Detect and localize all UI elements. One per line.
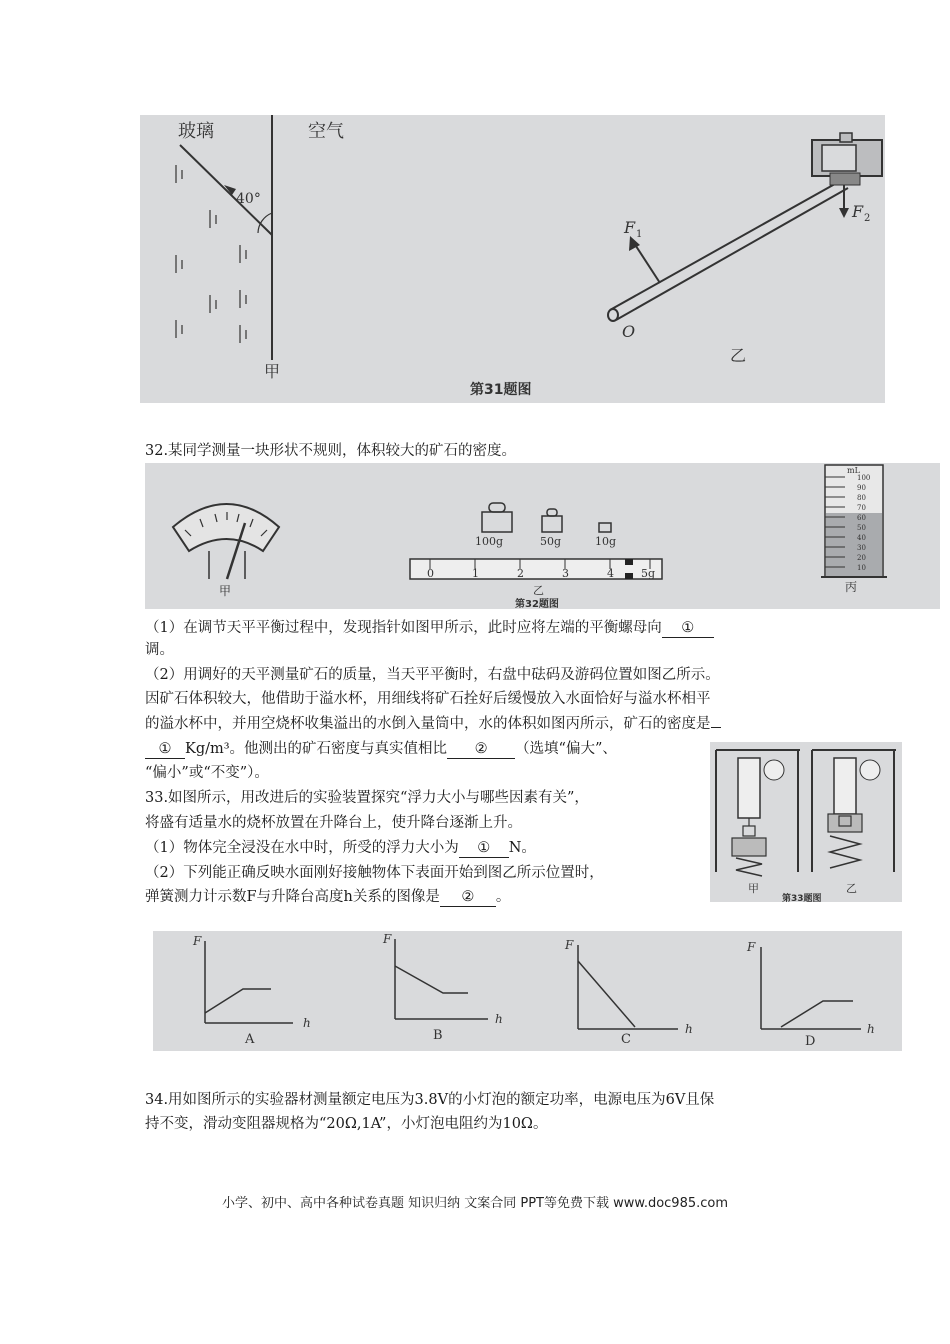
- graph-a: [192, 934, 311, 1047]
- q33-part1-text: （1）物体完全浸没在水中时，所受的浮力大小为: [145, 840, 459, 856]
- graph-b: [382, 932, 503, 1043]
- graph-b-y: F: [383, 932, 392, 946]
- cyl-tick-10: 10: [857, 564, 866, 572]
- q33-part2-end: 。: [495, 889, 511, 905]
- ruler-1: 1: [472, 567, 479, 580]
- ruler-3: 3: [562, 567, 569, 580]
- cyl-tick-30: 30: [857, 544, 866, 552]
- q32-part2-line3: [145, 713, 721, 735]
- q32-part2-line2: 因矿石体积较大，他借助于溢水杯，用细线将矿石拴好后缓慢放入水面恰好与溢水杯相平: [145, 691, 711, 707]
- yi-label: 乙: [730, 346, 747, 365]
- F2-label: F: [852, 202, 864, 221]
- weight-100g: 100g: [475, 535, 504, 548]
- jia-label: 甲: [748, 882, 759, 895]
- q33-graph-blank: ②: [440, 888, 496, 907]
- jia-label: 甲: [219, 584, 232, 598]
- yi-label: 乙: [533, 584, 544, 597]
- q33-line2: 将盛有适量水的烧杯放置在升降台上，使升降台逐渐上升。: [145, 815, 522, 831]
- graph-d-y: F: [747, 940, 756, 954]
- q32-blank-lead: [711, 727, 721, 728]
- F2-subscript: 2: [864, 213, 871, 224]
- jia-label: 甲: [264, 362, 281, 381]
- cyl-tick-90: 90: [857, 484, 866, 492]
- weight-10g: 10g: [595, 535, 617, 548]
- figure-31-caption: 第31题图: [470, 382, 532, 398]
- ruler-4: 4: [607, 567, 614, 580]
- graphs-drawing: [153, 931, 902, 1051]
- q33-part2-text: 弹簧测力计示数F与升降台高度h关系的图像是: [145, 889, 440, 905]
- q34-line1: 34.用如图所示的实验器材测量额定电压为3.8V的小灯泡的额定功率，电源电压为6V且保: [145, 1092, 715, 1108]
- graph-b-x: h: [495, 1012, 503, 1026]
- graph-d-letter: D: [805, 1034, 816, 1049]
- ruler-2: 2: [517, 567, 524, 580]
- q32-part1-text: （1）在调节天平平衡过程中，发现指针如图甲所示，此时应将左端的平衡螺母向: [145, 620, 662, 636]
- O-label: O: [622, 322, 636, 341]
- figure-31: [140, 115, 885, 403]
- q32-part2-line4: [145, 738, 617, 760]
- q32-density-unit: Kg/m³。他测出的矿石密度与真实值相比: [185, 741, 448, 757]
- glass-label: 玻璃: [178, 121, 214, 142]
- q33-buoyancy-blank: ①: [459, 839, 509, 858]
- graphs-figure: [153, 931, 902, 1051]
- F1-label: F: [624, 218, 636, 237]
- q33-part2-line2: [145, 886, 510, 908]
- footer: 小学、初中、高中各种试卷真题 知识归纳 文案合同 PPT等免费下载 www.doc985.com: [221, 1196, 729, 1211]
- ruler-0: 0: [427, 567, 434, 580]
- bing-label: 丙: [845, 580, 858, 594]
- q32-part1-blank: ①: [662, 619, 714, 638]
- angle-label: 40°: [236, 191, 261, 207]
- weight-50g: 50g: [540, 535, 562, 548]
- graph-d: [746, 940, 875, 1049]
- cyl-tick-70: 70: [857, 504, 866, 512]
- figure-32: [145, 463, 940, 609]
- q32-part2-text: 的溢水杯中，并用空烧杯收集溢出的水倒入量筒中，水的体积如图丙所示，矿石的密度是: [145, 716, 711, 732]
- graph-a-letter: A: [245, 1032, 255, 1047]
- cylinder-unit: mL: [847, 466, 860, 475]
- graph-d-x: h: [867, 1022, 875, 1036]
- figure-31-drawing: [140, 115, 885, 403]
- q32-density-blank: ①: [145, 740, 185, 759]
- cyl-tick-20: 20: [857, 554, 866, 562]
- q32-part2-line1: （2）用调好的天平测量矿石的质量，当天平平衡时，右盘中砝码及游码位置如图乙所示。: [145, 667, 720, 683]
- q34-line2: 持不变，滑动变阻器规格为“20Ω,1A”，小灯泡电阻约为10Ω。: [145, 1116, 548, 1132]
- cyl-tick-40: 40: [857, 534, 866, 542]
- graph-c-letter: C: [621, 1032, 631, 1047]
- F1-subscript: 1: [636, 229, 643, 240]
- q33-part1-unit: N。: [508, 840, 536, 856]
- figure-32-caption: 第32题图: [515, 599, 559, 609]
- q32-option-2: “偏小”或“不变”）。: [145, 765, 269, 781]
- air-label: 空气: [308, 121, 344, 142]
- q32-option-1: （选填“偏大”、: [515, 741, 617, 757]
- graph-a-x: h: [303, 1016, 311, 1030]
- ruler-5g: 5g: [641, 567, 656, 580]
- figure-33-caption: 第33题图: [782, 894, 822, 902]
- q32-part1-line1: [145, 617, 714, 639]
- q32-intro: 32.某同学测量一块形状不规则，体积较大的矿石的密度。: [145, 443, 517, 459]
- graph-c: [564, 938, 693, 1047]
- figure-33: [710, 742, 902, 902]
- figure-33-drawing: [710, 742, 902, 902]
- graph-a-y: F: [193, 934, 202, 948]
- graph-c-y: F: [565, 938, 574, 952]
- graph-b-letter: B: [433, 1028, 443, 1043]
- cyl-tick-100: 100: [857, 474, 871, 482]
- q33-line1: 33.如图所示，用改进后的实验装置探究“浮力大小与哪些因素有关”，: [145, 790, 589, 806]
- cyl-tick-60: 60: [857, 514, 866, 522]
- q32-compare-blank: ②: [447, 740, 515, 759]
- yi-label: 乙: [846, 882, 857, 895]
- q32-part1-line2: 调。: [145, 642, 174, 658]
- cyl-tick-80: 80: [857, 494, 866, 502]
- q33-part2-line1: （2）下列能正确反映水面刚好接触物体下表面开始到图乙所示位置时，: [145, 865, 604, 881]
- cyl-tick-50: 50: [857, 524, 866, 532]
- q33-part1: [145, 837, 536, 859]
- graph-c-x: h: [685, 1022, 693, 1036]
- figure-32-drawing: [145, 463, 940, 609]
